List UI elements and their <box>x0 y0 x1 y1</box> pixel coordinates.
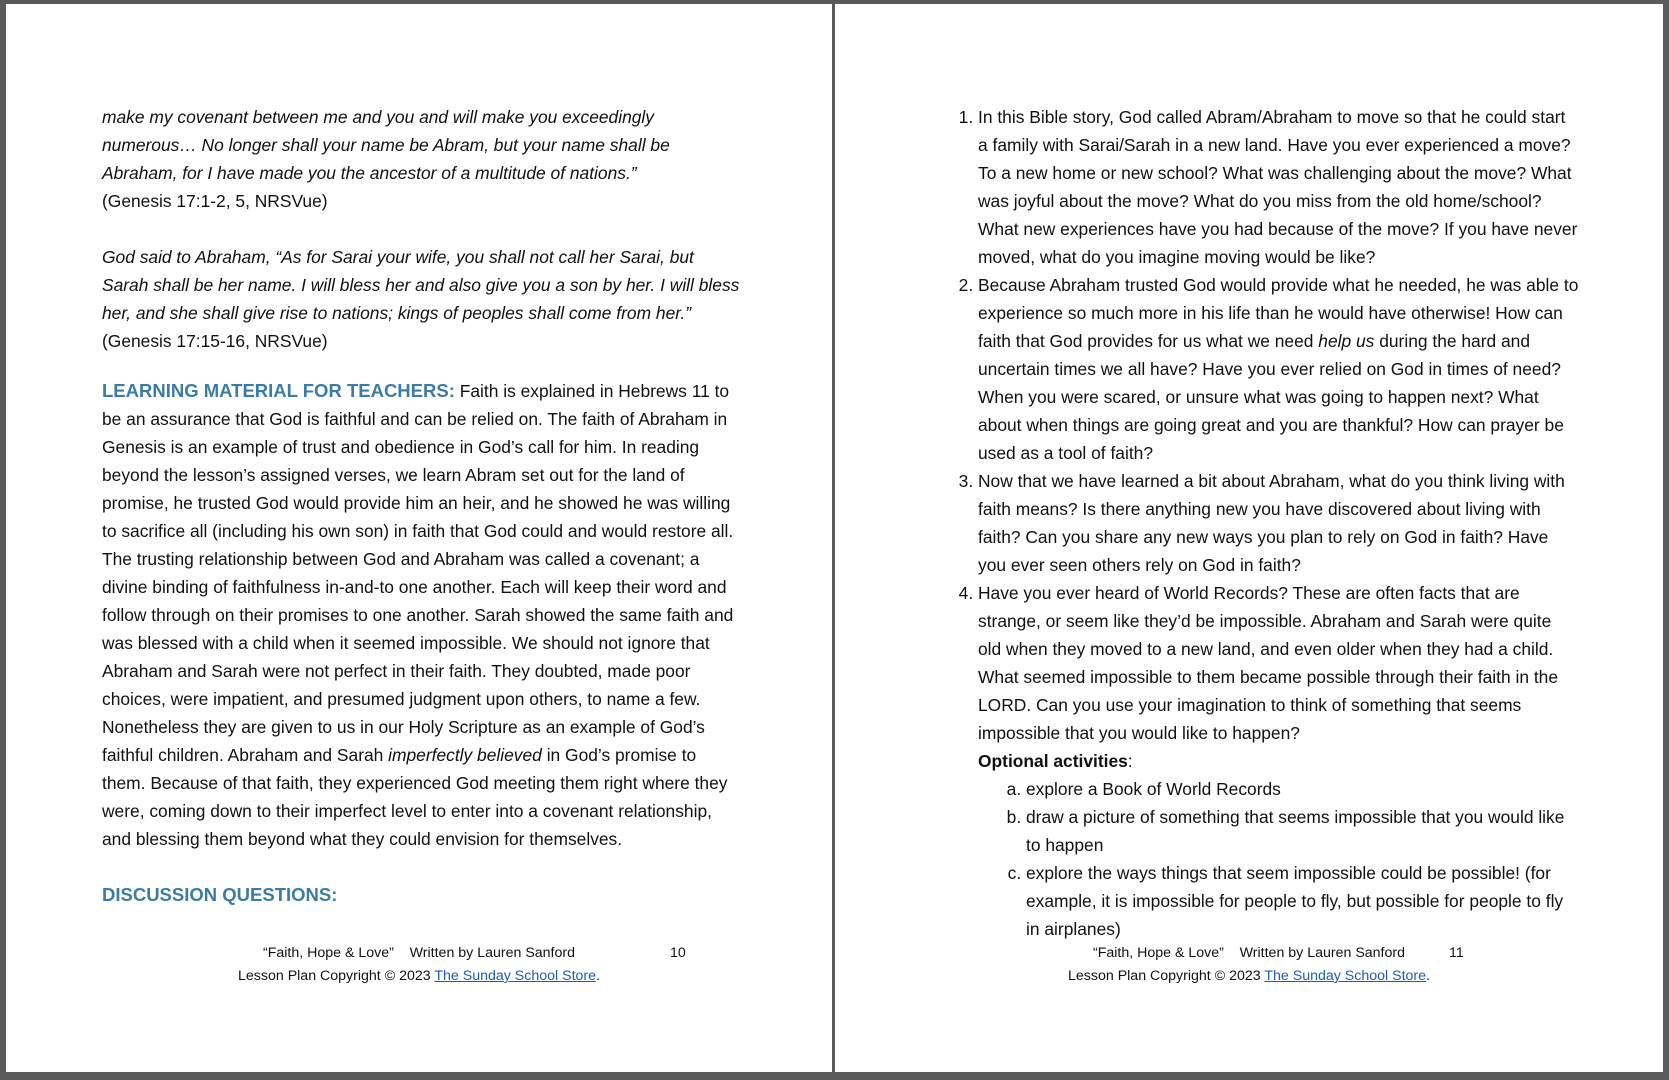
discussion-questions-list <box>954 103 1579 943</box>
footer-line-1 <box>835 942 1663 965</box>
page-11-content <box>954 103 1579 943</box>
page-11 <box>835 4 1663 1072</box>
footer-period: . <box>1426 968 1430 984</box>
learning-material-heading: LEARNING MATERIAL FOR TEACHERS: <box>102 380 455 401</box>
footer-author: Written by Lauren Sanford <box>409 945 576 961</box>
sunday-school-store-link[interactable]: The Sunday School Store <box>434 968 597 984</box>
footer-title: “Faith, Hope & Love” <box>1092 945 1224 961</box>
activity-item: a. explore a Book of World Records <box>1026 775 1579 803</box>
optional-activities-colon: : <box>1127 751 1133 771</box>
footer-period: . <box>596 968 600 984</box>
learning-material-emphasis: imperfectly believed <box>388 745 542 765</box>
question-4-text: Have you ever heard of World Records? These are often facts that are strange, or seem like they’d be impossible. Abraham and Sarah were quite old when they moved to a new land, and even older when they had a child. What seemed impossible to them became possible through their faith in the LORD. Can you use your imagination to think of something that seems impossible that you would like to happen? <box>978 583 1558 743</box>
footer-author: Written by Lauren Sanford <box>1239 945 1406 961</box>
learning-material-text-2: in God’s promise to them. Because of that faith, they experienced God meeting them right where they were, coming down to their imperfect level to enter into a covenant relationship, and blessing them beyond what they could envision for themselves. <box>102 745 728 849</box>
discussion-question-4 <box>978 579 1579 943</box>
optional-activities-list <box>978 775 1579 943</box>
question-2-emphasis: help us <box>1318 331 1375 351</box>
activity-item: c. explore the ways things that seem impossible could be possible! (for example, it is impossible for people to fly, but possible for people to fly in airplanes) <box>1026 859 1579 943</box>
activity-item: b. draw a picture of something that seems impossible that you would like to happen <box>1026 803 1579 859</box>
page-11-footer <box>835 942 1663 988</box>
learning-material-paragraph <box>102 377 742 853</box>
footer-title: “Faith, Hope & Love” <box>262 945 394 961</box>
question-2-text-1: Because Abraham trusted God would provide what he needed, he was able to experience so much more in his life than he would have otherwise! How can faith that God provides for us what we need <box>978 275 1579 351</box>
learning-material-text-1: Faith is explained in Hebrews 11 to be an assurance that God is faithful and can be relied on. The faith of Abraham in Genesis is an example of trust and obedience in God’s call for him. In reading beyond the lesson’s assigned verses, we learn Abram set out for the land of promise, he trusted God would provide him an heir, and he showed he was willing to sacrifice all (including his own son) in faith that God could and would restore all. The trusting relationship between God and Abraham was called a covenant; a divine binding of faithfulness in-and-to one another. Each will keep their word and follow through on their promises to one another. Sarah showed the same faith and was blessed with a child when it seemed impossible. We should not ignore that Abraham and Sarah were not perfect in their faith. They doubted, made poor choices, were impatient, and presumed judgment upon others, to name a few. Nonetheless they are given to us in our Holy Scripture as an example of God’s faithful children. Abraham and Sarah <box>102 381 734 765</box>
scripture-quote-2 <box>102 243 742 355</box>
scripture-quote-2-reference: (Genesis 17:15-16, NRSVue) <box>102 331 328 351</box>
footer-line-1 <box>6 942 832 965</box>
discussion-questions-heading-block <box>102 881 742 909</box>
page-number: 10 <box>670 945 686 961</box>
discussion-questions-heading: DISCUSSION QUESTIONS: <box>102 884 338 905</box>
discussion-question-1 <box>978 103 1579 271</box>
footer-line-2 <box>6 965 832 988</box>
page-10-content <box>102 103 742 909</box>
page-10 <box>6 4 832 1072</box>
page-number: 11 <box>1449 945 1464 961</box>
question-2-text-2: during the hard and uncertain times we all have? Have you ever relied on God in times of need? When you were scared, or unsure what was going to happen next? What about when things are going great and you are thankful? How can prayer be used as a tool of faith? <box>978 331 1564 463</box>
footer-copyright: Lesson Plan Copyright © 2023 <box>238 968 435 984</box>
scripture-quote-2-text: God said to Abraham, “As for Sarai your wife, you shall not call her Sarai, but Sarah shall be her name. I will bless her and also give you a son by her. I will bless her, and she shall give rise to nations; kings of peoples shall come from her.” <box>102 247 740 323</box>
scripture-quote-1 <box>102 103 742 215</box>
scripture-quote-1-text: make my covenant between me and you and will make you exceedingly numerous… No longer shall your name be Abram, but your name shall be Abraham, for I have made you the ancestor of a multitude of nations.” <box>102 107 670 183</box>
optional-activities-title: Optional activities <box>978 751 1128 771</box>
question-1-text: In this Bible story, God called Abram/Abraham to move so that he could start a family with Sarai/Sarah in a new land. Have you ever experienced a move? To a new home or new school? What was challenging about the move? What was joyful about the move? What do you miss from the old home/school? What new experiences have you had because of the move? If you have never moved, what do you imagine moving would be like? <box>978 107 1578 267</box>
page-10-footer <box>6 942 832 988</box>
footer-copyright: Lesson Plan Copyright © 2023 <box>1068 968 1265 984</box>
discussion-question-2 <box>978 271 1579 467</box>
scripture-quote-1-reference: (Genesis 17:1-2, 5, NRSVue) <box>102 191 328 211</box>
sunday-school-store-link[interactable]: The Sunday School Store <box>1264 968 1427 984</box>
question-3-text: Now that we have learned a bit about Abraham, what do you think living with faith means? Is there anything new you have discovered about living with faith? Can you share any new ways you plan to rely on God in faith? Have you ever seen others rely on God in faith? <box>978 471 1565 575</box>
discussion-question-3 <box>978 467 1579 579</box>
footer-line-2 <box>835 965 1663 988</box>
